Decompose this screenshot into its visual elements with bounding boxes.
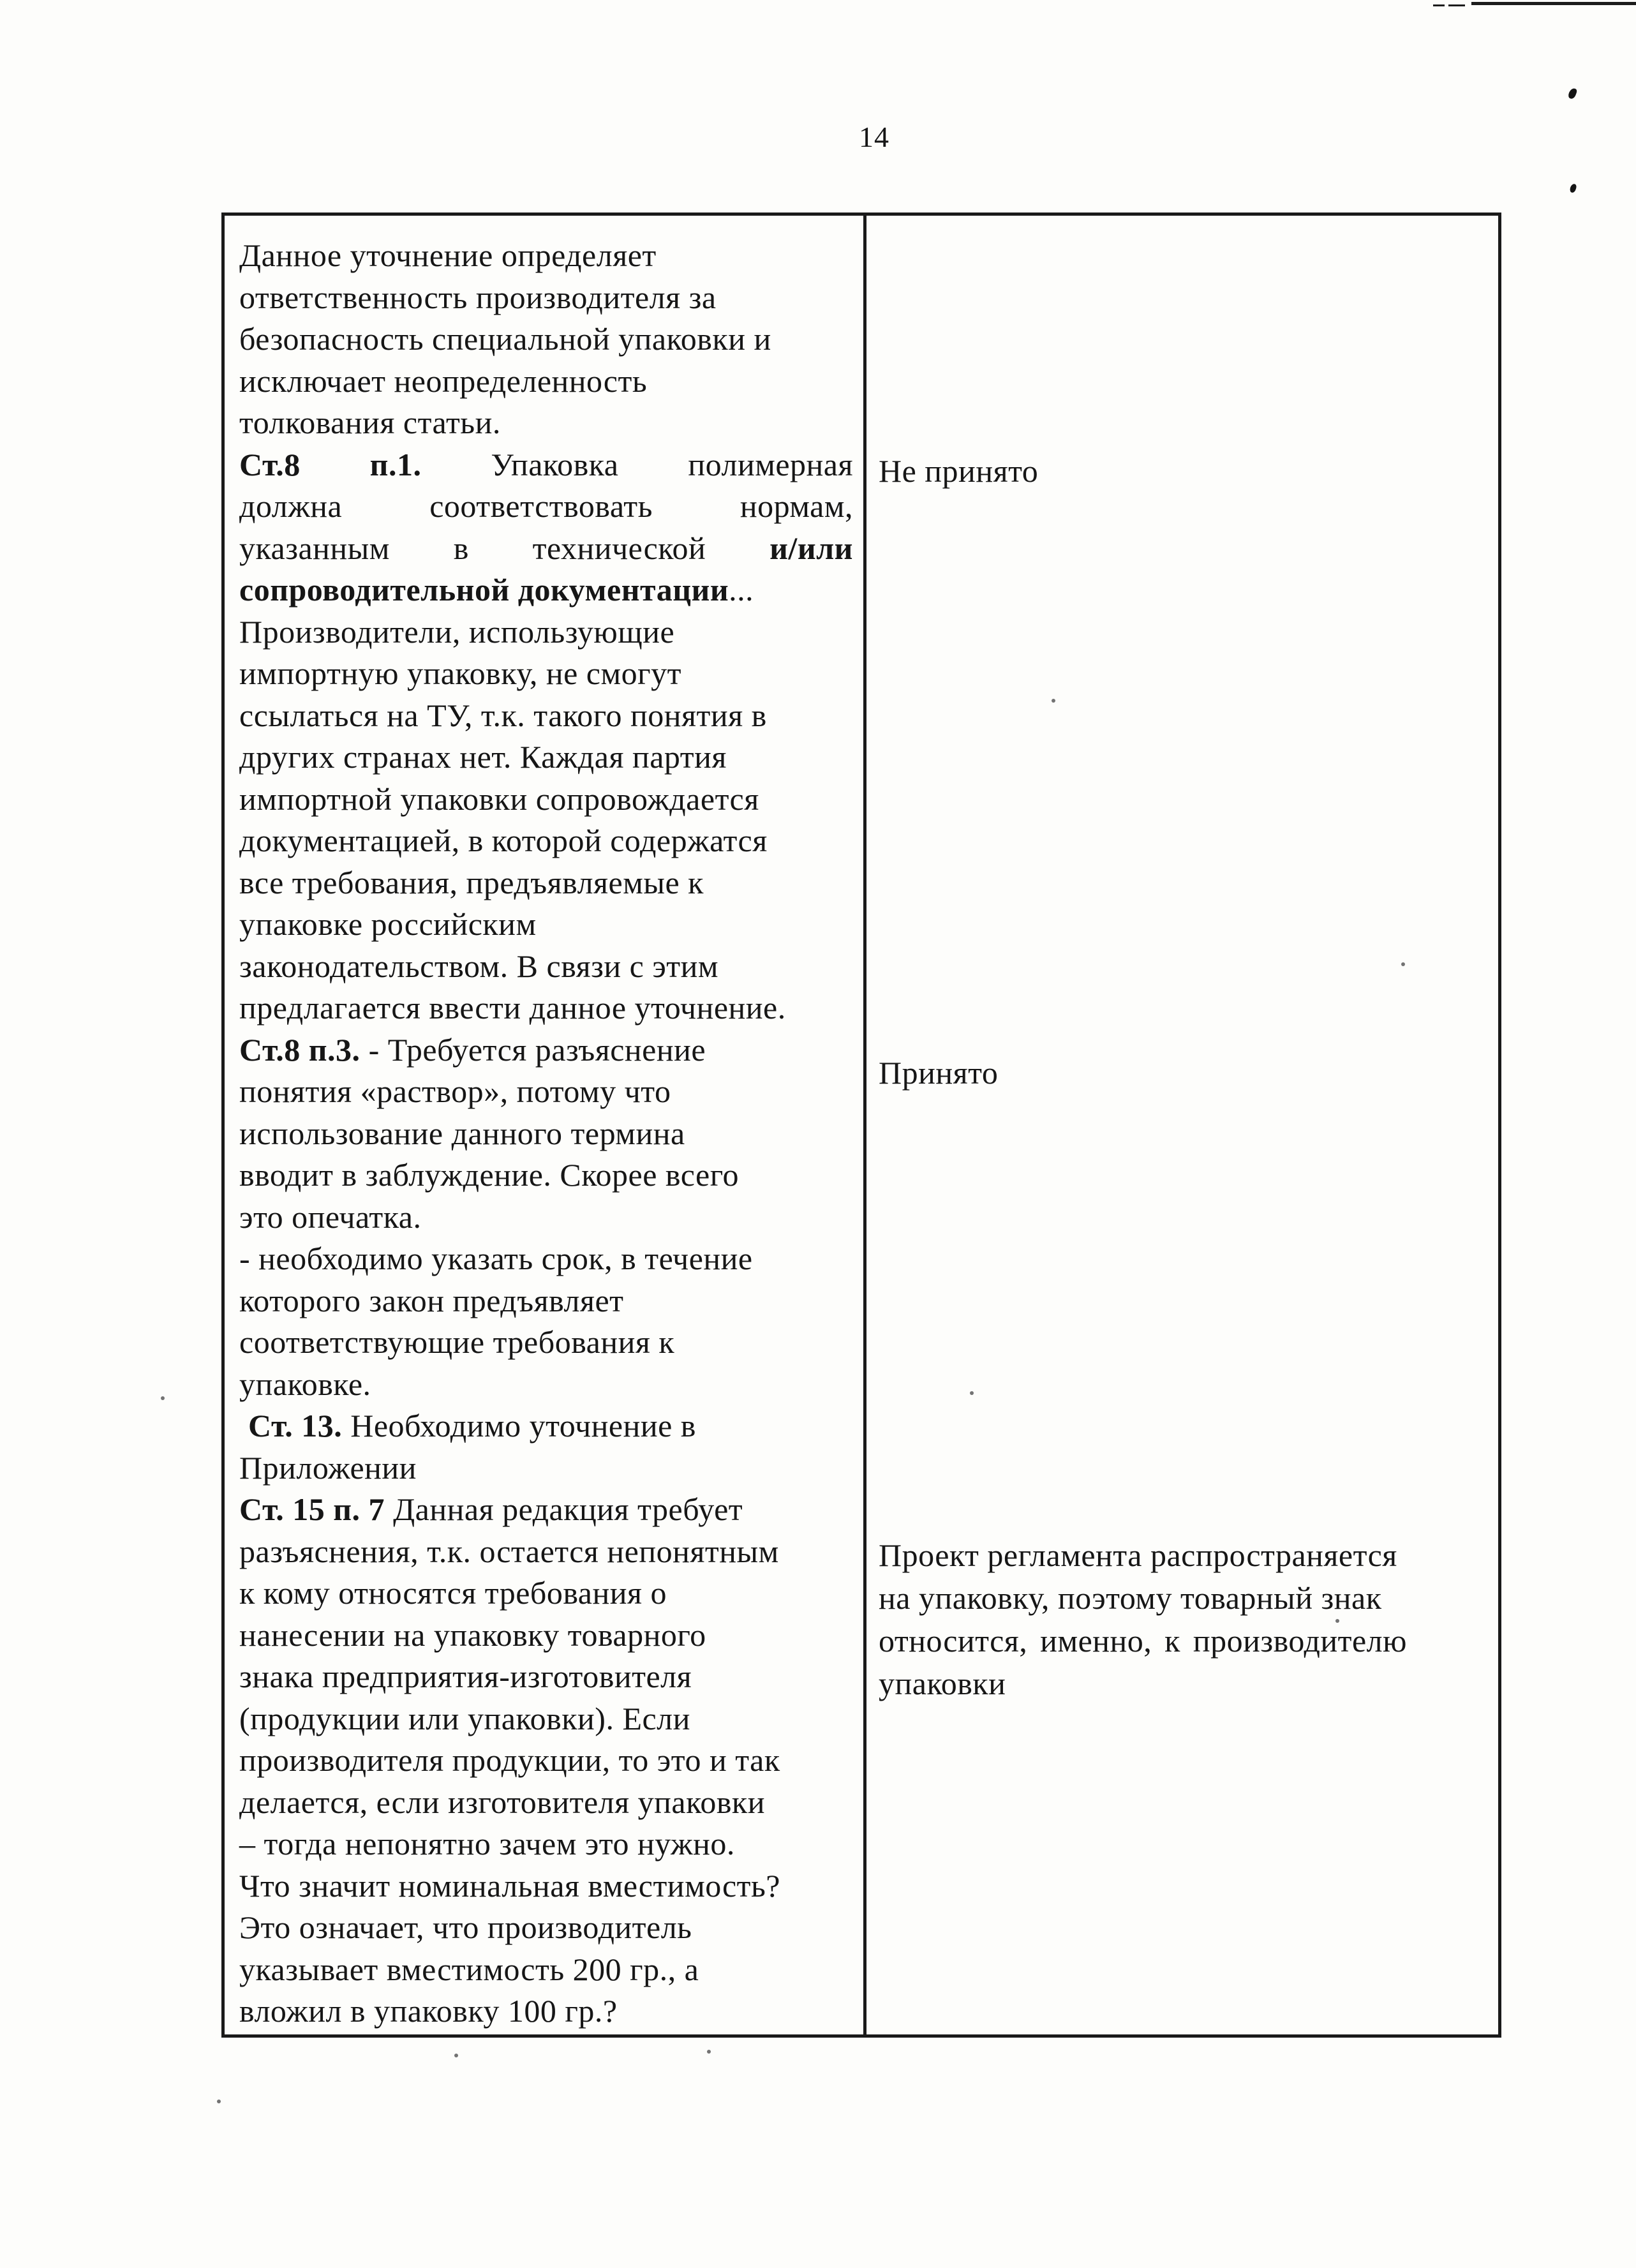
text-run: упаковки [879, 1666, 1006, 1701]
scan-artifact-line [1433, 4, 1445, 6]
text-run: ... [729, 572, 754, 608]
text-run: Что значит номинальная вместимость? [239, 1867, 780, 1904]
text-run: – тогда непонятно зачем это нужно. [239, 1826, 735, 1861]
scan-artifact-dot [454, 2054, 458, 2057]
text-run: использование данного термина [239, 1115, 685, 1151]
remark-text-line [239, 987, 853, 1029]
remark-text-line [239, 486, 853, 528]
text-run: Упаковка полимерная [421, 446, 853, 482]
text-run: упаковке российским [239, 906, 537, 942]
text-run: Принято [879, 1055, 999, 1091]
remark-text-line [239, 1656, 853, 1698]
text-run: делается, если изготовителя упаковки [239, 1784, 765, 1820]
remark-text-line [239, 361, 853, 403]
table-column-decisions [879, 216, 1478, 2028]
decision-text-line [879, 1052, 1407, 1094]
table-column-remarks [239, 235, 853, 2029]
remark-text-line [239, 904, 853, 946]
remark-text-line [239, 402, 853, 444]
text-run: все требования, предъявляемые к [239, 864, 704, 900]
remark-text-line [239, 1531, 853, 1573]
decision-text-line [879, 1534, 1407, 1577]
scan-artifact-line [1448, 4, 1465, 6]
remark-text-line [239, 1197, 853, 1239]
remark-text-line [239, 1071, 853, 1113]
scan-artifact-dot [217, 2100, 221, 2103]
remark-text-line [239, 1280, 853, 1322]
bold-text-run: Ст. 15 п. 7 [239, 1491, 385, 1527]
text-run: к кому относятся требования о [239, 1575, 667, 1611]
decision-item [879, 450, 1407, 493]
text-run: Производители, использующие [239, 613, 675, 650]
scan-artifact-mark [1569, 183, 1577, 193]
text-run: разъяснения, т.к. остается непонятным [239, 1533, 779, 1569]
text-run: безопасность специальной упаковки и [239, 321, 771, 357]
bold-text-run: сопроводительной документации [239, 572, 729, 608]
bold-text-run: Ст.8 п.3. [239, 1031, 361, 1068]
decision-item [879, 1052, 1407, 1094]
decision-text-line [879, 1662, 1407, 1705]
remark-text-line [239, 528, 853, 570]
remark-text-line [239, 695, 853, 737]
text-run: исключает неопределенность [239, 362, 648, 399]
text-run: толкования статьи. [239, 405, 501, 440]
remark-text-line [239, 1698, 853, 1740]
text-run: вводит в заблуждение. Скорее всего [239, 1157, 739, 1193]
text-run: ссылаться на ТУ, т.к. такого понятия в [239, 697, 767, 733]
text-run: указанным в технической [239, 530, 770, 566]
remark-text-line [239, 277, 853, 319]
remark-text-line [239, 1238, 853, 1280]
text-run: Не принято [879, 453, 1039, 489]
remark-text-line [239, 862, 853, 904]
scan-artifact-line [1471, 2, 1636, 5]
remark-text-line [239, 736, 853, 779]
text-run: нанесении на упаковку товарного [239, 1616, 706, 1653]
text-run: документацией, в которой содержатся [239, 823, 768, 858]
bold-text-run: Ст.8 п.1. [239, 446, 422, 482]
remark-text-line [239, 1489, 853, 1531]
remark-text-line [239, 569, 853, 611]
decision-text-line [879, 450, 1407, 493]
text-run: вложил в упаковку 100 гр.? [239, 1993, 618, 2029]
text-run: Приложении [239, 1449, 417, 1486]
remark-text-line [239, 1615, 853, 1657]
decision-item [879, 1534, 1407, 1705]
remark-text-line [239, 779, 853, 821]
remark-text-line [239, 1990, 853, 2033]
remark-text-line [239, 946, 853, 988]
text-run: законодательством. В связи с этим [239, 948, 719, 984]
remark-text-line [239, 1322, 853, 1364]
remark-text-line [239, 653, 853, 695]
remark-text-line [239, 1907, 853, 1949]
scan-artifact-dot [707, 2050, 711, 2054]
remark-text-line [239, 611, 853, 653]
table-column-divider [863, 213, 866, 2038]
page-number: 14 [859, 121, 889, 153]
text-run: соответствующие требования к [239, 1324, 675, 1360]
remark-text-line [239, 1029, 853, 1071]
text-run: ответственность производителя за [239, 279, 717, 315]
remark-text-line [239, 1405, 853, 1447]
text-run: указывает вместимость 200 гр., а [239, 1951, 699, 1987]
text-run: которого закон предъявляет [239, 1282, 624, 1318]
text-run: Проект регламента распространяется [879, 1537, 1397, 1573]
remark-text-line [239, 1364, 853, 1406]
remark-text-line [239, 820, 853, 862]
text-run: - необходимо указать срок, в течение [239, 1241, 753, 1276]
decision-text-line [879, 1620, 1407, 1662]
scan-artifact-dot [161, 1396, 165, 1400]
bold-text-run: Ст. 13. [248, 1408, 343, 1444]
text-run: импортной упаковки сопровождается [239, 780, 759, 817]
remark-text-line [239, 1154, 853, 1197]
text-run: это опечатка. [239, 1198, 422, 1235]
remark-text-line [239, 1865, 853, 1907]
remark-text-line [239, 1572, 853, 1615]
text-run: импортную упаковку, не смогут [239, 655, 681, 691]
text-run: относится, именно, к производителю [879, 1623, 1407, 1659]
text-run: предлагается ввести данное уточнение. [239, 990, 786, 1026]
remark-text-line [239, 1447, 853, 1489]
remark-text-line [239, 1113, 853, 1155]
text-run: (продукции или упаковки). Если [239, 1700, 690, 1736]
text-run: Необходимо уточнение в [342, 1408, 696, 1444]
text-run: упаковке. [239, 1366, 371, 1402]
text-run: Данное уточнение определяет [239, 237, 657, 273]
remark-text-line [239, 1782, 853, 1824]
text-run: на упаковку, поэтому товарный знак [879, 1580, 1382, 1616]
remarks-table [221, 213, 1501, 2038]
scan-artifact-mark [1567, 87, 1577, 100]
remark-text-line [239, 1740, 853, 1782]
remark-text-line [239, 444, 853, 486]
text-run: Данная редакция требует [385, 1491, 743, 1527]
remark-text-line [239, 1949, 853, 1991]
decision-text-line [879, 1577, 1407, 1620]
text-run: - Требуется разъяснение [360, 1031, 706, 1068]
text-run: других странах нет. Каждая партия [239, 739, 727, 775]
text-run: производителя продукции, то это и так [239, 1742, 780, 1778]
remark-text-line [239, 318, 853, 361]
text-run: должна соответствовать нормам, [239, 488, 853, 524]
text-run: знака предприятия-изготовителя [239, 1659, 692, 1694]
remark-text-line [239, 235, 853, 277]
bold-text-run: и/или [770, 530, 853, 566]
text-run: понятия «раствор», потому что [239, 1073, 671, 1109]
text-run: Это означает, что производитель [239, 1909, 692, 1945]
remark-text-line [239, 1823, 853, 1865]
